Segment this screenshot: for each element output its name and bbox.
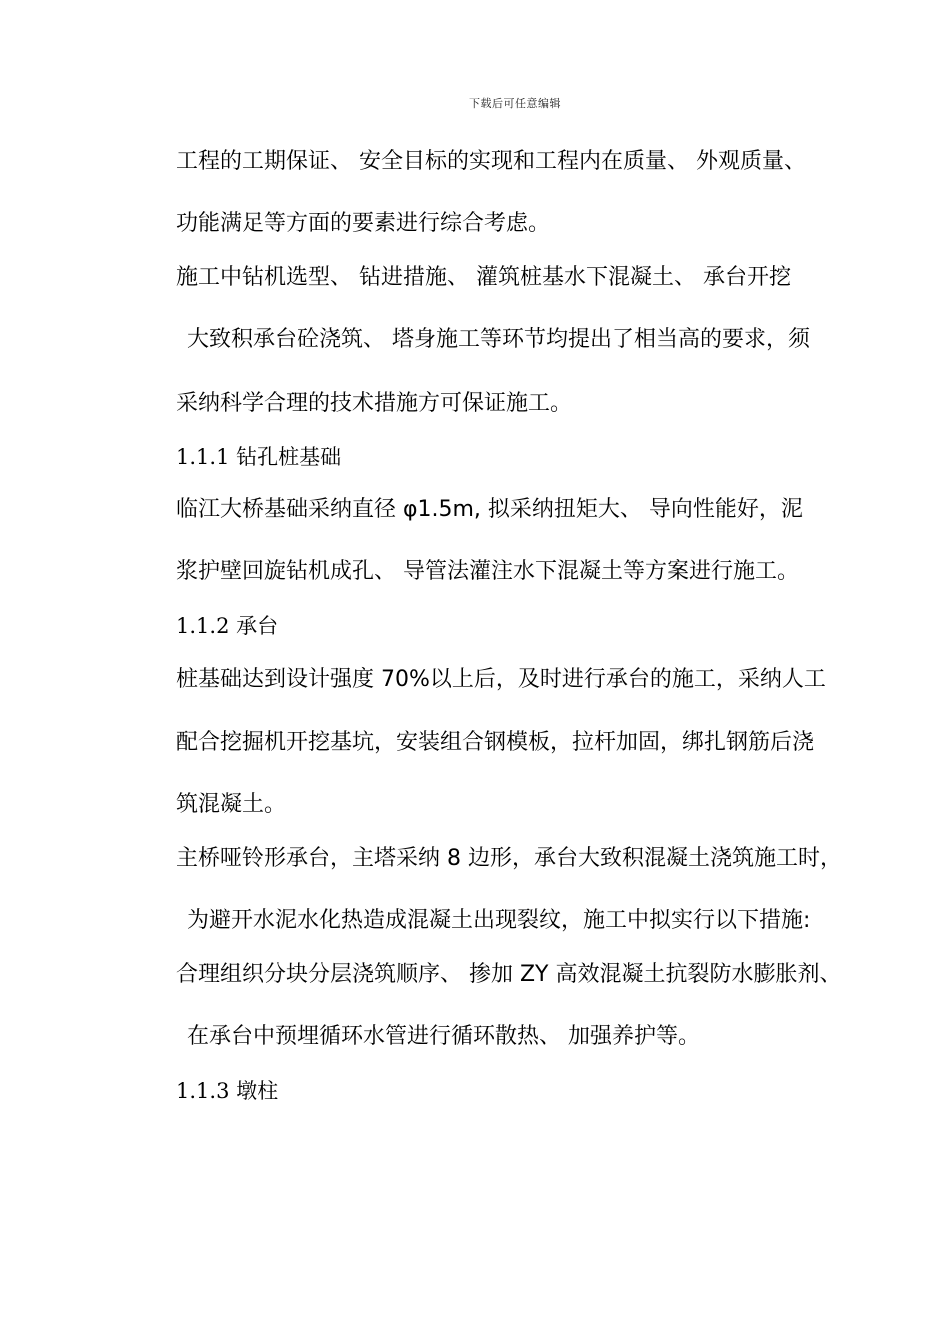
paragraph-line: 临江大桥基础采纳直径 φ1.5m, 拟采纳扭矩大、 导向性能好，泥: [176, 497, 803, 522]
paragraph-line: 施工中钻机选型、 钻进措施、 灌筑桩基水下混凝土、 承台开挖: [176, 265, 791, 290]
paragraph-line: 配合挖掘机开挖基坑，安装组合钢模板，拉杆加固，绑扎钢筋后浇: [176, 730, 815, 755]
section-heading: 1.1.1 钻孔桩基础: [176, 445, 342, 469]
paragraph-line: 筑混凝土。: [176, 792, 287, 817]
paragraph-line: 采纳科学合理的技术措施方可保证施工。: [176, 391, 573, 416]
paragraph-line: 在承台中预埋循环水管进行循环散热、 加强养护等。: [187, 1024, 700, 1049]
paragraph-line: 工程的工期保证、 安全目标的实现和工程内在质量、 外观质量、: [176, 149, 806, 174]
paragraph-line: 桩基础达到设计强度 70%以上后，及时进行承台的施工，采纳人工: [176, 667, 826, 692]
paragraph-line: 浆护壁回旋钻机成孔、 导管法灌注水下混凝土等方案进行施工。: [176, 559, 799, 584]
section-heading: 1.1.2 承台: [176, 614, 279, 638]
section-heading: 1.1.3 墩柱: [176, 1079, 279, 1103]
paragraph-line: 合理组织分块分层浇筑顺序、 掺加 ZY 高效混凝土抗裂防水膨胀剂、: [176, 962, 842, 987]
page-header: 下载后可任意编辑: [469, 97, 561, 110]
paragraph-line: 为避开水泥水化热造成混凝土出现裂纹，施工中拟实行以下措施:: [187, 908, 811, 933]
paragraph-line: 主桥哑铃形承台，主塔采纳 8 边形，承台大致积混凝土浇筑施工时，: [176, 846, 842, 871]
paragraph-line: 大致积承台砼浇筑、 塔身施工等环节均提出了相当高的要求，须: [187, 327, 810, 352]
paragraph-line: 功能满足等方面的要素进行综合考虑。: [176, 211, 551, 236]
